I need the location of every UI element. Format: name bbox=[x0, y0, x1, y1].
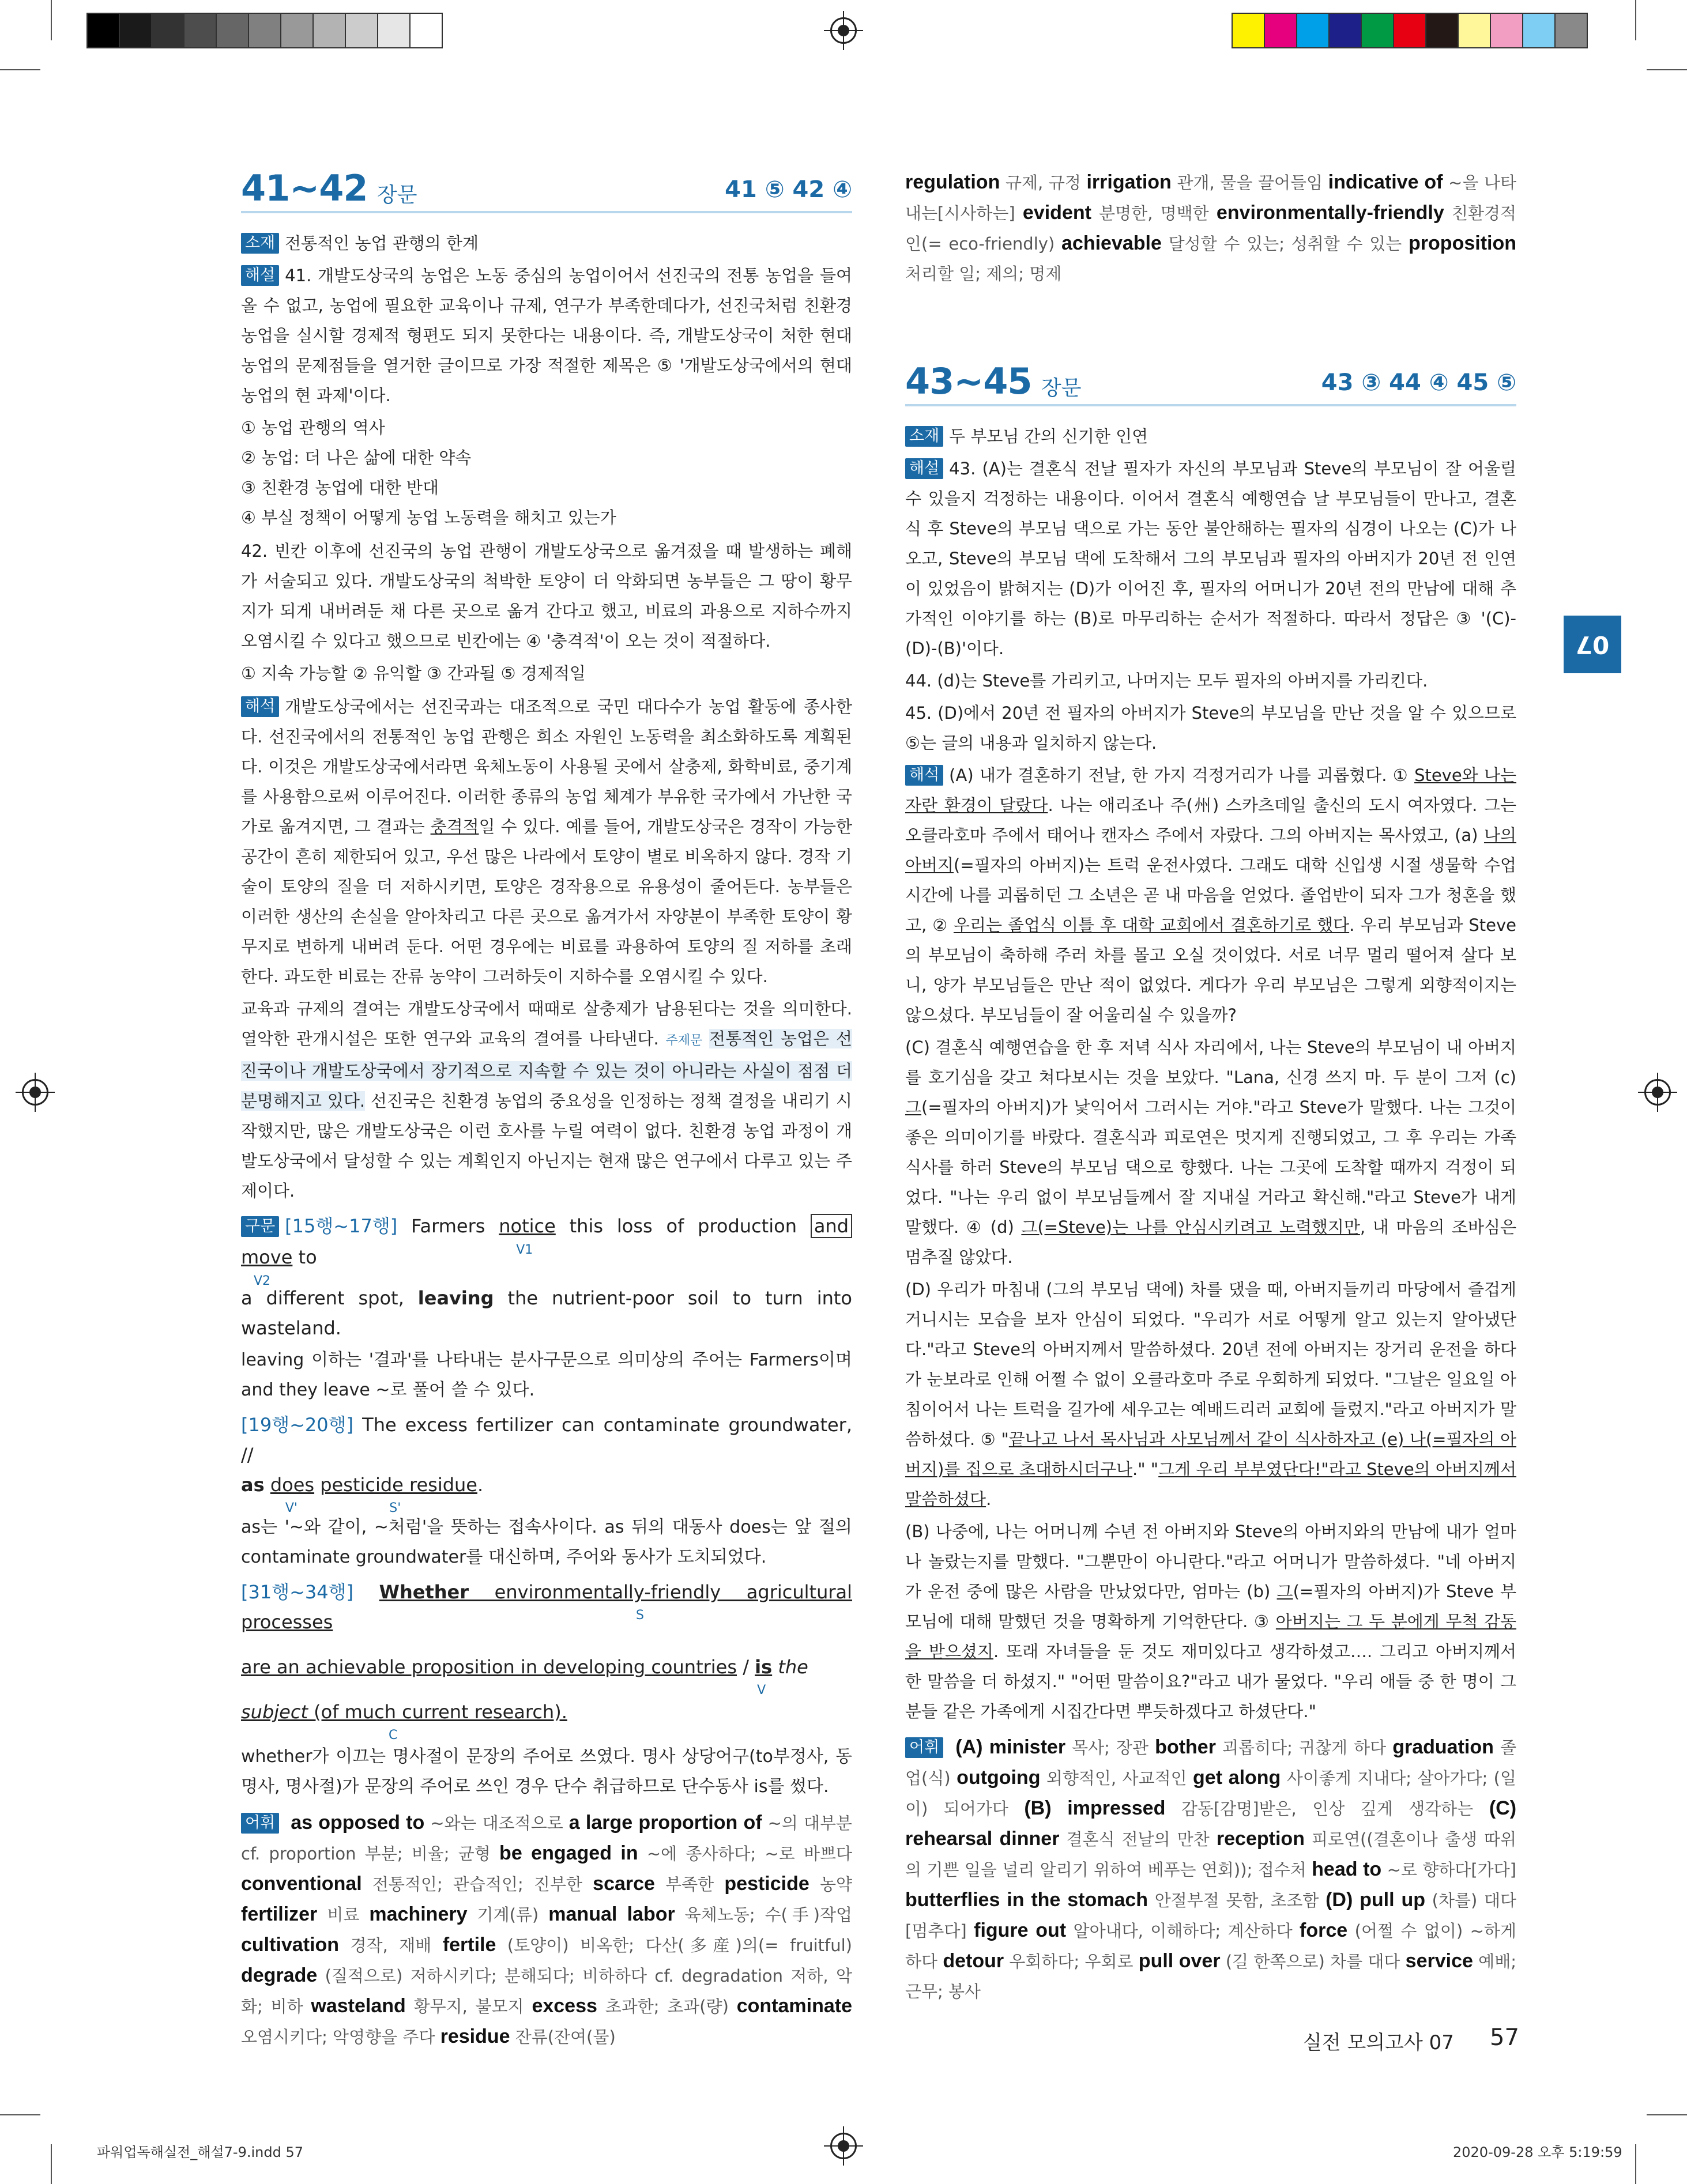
grammar-text: environmentally-friendly agricultural processes bbox=[241, 1581, 853, 1633]
underlined-text: 우리는 졸업식 이틀 후 대학 교회에서 결혼하기로 했다 bbox=[953, 915, 1350, 935]
footer-title: 실전 모의고사 07 bbox=[1303, 2031, 1454, 2054]
vocab-word: residue bbox=[440, 2025, 510, 2047]
vocab-word: scarce bbox=[593, 1873, 655, 1895]
vocab-meaning: (토양이) 비옥한; 다산(多産)의(= fruitful) bbox=[496, 1936, 852, 1955]
gray-swatch bbox=[151, 13, 184, 48]
vocab-meaning: 우회하다; 우회로 bbox=[1004, 1952, 1139, 1971]
vocab-meaning: 관개, 물을 끌어들임 bbox=[1171, 173, 1328, 193]
vocab-word: a large proportion of bbox=[568, 1812, 762, 1834]
process-color-bar bbox=[1232, 13, 1587, 48]
vocab-meaning: 친환경적인(= eco-friendly) bbox=[905, 203, 1517, 254]
vocab-block-continued bbox=[905, 167, 1516, 289]
vocab-word: graduation bbox=[1392, 1736, 1494, 1758]
color-swatch bbox=[1264, 13, 1297, 48]
vocab-word: be engaged in bbox=[499, 1842, 638, 1864]
topic-sentence-highlight: 전통적인 농업은 선진국이나 개발도상국에서 장기적으로 지속할 수 있는 것이 아니라는 사실이 점점 더 분명해지고 있다. bbox=[241, 1029, 852, 1111]
vocab-word: wasteland bbox=[311, 1995, 406, 2017]
right-column bbox=[905, 167, 1516, 2023]
grammar-word: notice bbox=[499, 1215, 556, 1237]
aux-verb bbox=[270, 1474, 315, 1515]
vocab-meaning: ~의 대부분 cf. proportion 부분; 비율; 균형 bbox=[241, 1813, 853, 1864]
translation-text: 교육과 규제의 결여는 개발도상국에서 때때로 살충제가 남용된다는 것을 의미한다. 열악한 관개시설은 또한 연구와 교육의 결여를 나타낸다. bbox=[241, 999, 852, 1048]
topic-text: 두 부모님 간의 신기한 인연 bbox=[949, 427, 1148, 446]
crop-mark bbox=[0, 2114, 40, 2115]
topic-text: 전통적인 농업 관행의 한계 bbox=[285, 233, 479, 253]
vocab-meaning: ~을 나타내는[시사하는] bbox=[905, 173, 1516, 223]
section-number: 41~42 bbox=[241, 167, 368, 209]
translation-text: , 내 마음의 조바심은 멈추질 않았다. bbox=[905, 1217, 1516, 1267]
registration-mark-right-icon bbox=[1644, 1079, 1671, 1106]
grammar-2-note: as는 '~와 같이, ~처럼'을 뜻하는 접속사이다. as 뒤의 대동사 does는 앞 절의 contaminate groundwater를 대신하며, 주어와 동사가 도치되었다. bbox=[241, 1517, 852, 1567]
vocab-word: cultivation bbox=[241, 1934, 340, 1956]
explanation-44: 44. (d)는 Steve를 가리키고, 나머지는 모두 필자의 아버지를 가리킨다. bbox=[905, 671, 1428, 691]
gray-swatch bbox=[312, 13, 346, 48]
vocab-word: detour bbox=[943, 1950, 1004, 1972]
page-number: 57 bbox=[1490, 2024, 1519, 2051]
translation-C bbox=[905, 1032, 1516, 1272]
label-c: C bbox=[389, 1728, 398, 1742]
vocab-meaning: 부족한 bbox=[654, 1874, 725, 1894]
gray-swatch bbox=[377, 13, 411, 48]
underlined-text: Steve와 나는 자란 환경이 달랐다 bbox=[905, 765, 1516, 815]
vocab-word: force bbox=[1300, 1919, 1348, 1941]
translation-A bbox=[905, 760, 1516, 1030]
explanation-41-text: 41. 개발도상국의 농업은 노동 중심의 농업이어서 선진국의 전통 농업을 들여올 수 없고, 농업에 필요한 교육이나 규제, 연구가 부족한데다가, 선진국처럼 친환경 농업을 실시할 경제적 형편도 되지 못한다는 내용이다. 즉, 개발도상국이 처한 현대 농업의 문제점들을 열거한 글이므로 가장 적절한 제목은 ⑤ '개발도상국에서의 현대 농업의 현 과제'이다. bbox=[241, 266, 852, 405]
vocab-meaning: (어쩔 수 없이) ~하게 하다 bbox=[905, 1921, 1516, 1971]
translation-text: . 우리 부모님과 Steve의 부모님이 축하해 주러 차를 몰고 오실 것이었다. 서로 너무 멀리 떨어져 살다 보니, 양가 부모님들은 만난 적이 없었다. 게다가 우리 부모님은 그렇게 외향적이지는 않으셨다. 부모님들이 잘 어울리실 수 있을까? bbox=[905, 915, 1516, 1025]
translation-B bbox=[905, 1517, 1516, 1726]
vocab-word: irrigation bbox=[1086, 171, 1172, 193]
conjunction-box: and bbox=[811, 1214, 852, 1238]
vocab-meaning: (질적으로) 저하시키다; 분해되다; 비하하다 cf. degradation 저하, 악화; 비하 bbox=[241, 1966, 852, 2016]
vocab-meaning: 괴롭히다; 귀찮게 하다 bbox=[1215, 1738, 1393, 1757]
underlined-text: 아버지는 그 두 분에게 무척 감동을 받으셨지 bbox=[905, 1612, 1516, 1661]
vocab-meaning: 예배; 근무; 봉사 bbox=[905, 1952, 1516, 2001]
translation-text: (=필자의 아버지)는 트럭 운전사였다. 그래도 대학 신입생 시절 생물학 수업 시간에 나를 괴롭히던 그 소년은 곧 내 마음을 얻었다. 졸업반이 되자 그가 청혼을 했고, ② bbox=[905, 855, 1516, 935]
vocab-meaning: 전통적인; 관습적인; 진부한 bbox=[362, 1874, 593, 1894]
vocab-word: figure out bbox=[974, 1919, 1067, 1941]
translation-text: . bbox=[986, 1489, 992, 1509]
topic-line bbox=[241, 228, 852, 258]
vocab-word: proposition bbox=[1409, 232, 1516, 254]
vocab-word: indicative of bbox=[1328, 171, 1443, 193]
color-swatch bbox=[1490, 13, 1523, 48]
vocab-meaning: 규제, 규정 bbox=[1000, 173, 1087, 193]
translation-text: . 나는 애리조나 주(州) 스카츠데일 출신의 도시 여자였다. 그는 오클라호마 주에서 태어나 캔자스 주에서 자랐다. 그의 아버지는 목사였고, (a) bbox=[905, 795, 1516, 845]
vocab-word: machinery bbox=[369, 1903, 468, 1925]
crop-mark bbox=[1647, 69, 1687, 70]
line-ref: [19행~20행] bbox=[241, 1414, 354, 1436]
registration-mark-left-icon bbox=[22, 1079, 48, 1106]
label-v1: V1 bbox=[516, 1243, 533, 1257]
explanation-tag: 해설 bbox=[905, 458, 943, 479]
vocab-word: as opposed to bbox=[291, 1812, 425, 1834]
color-swatch bbox=[1361, 13, 1394, 48]
topic-line bbox=[905, 421, 1516, 451]
vocab-word: regulation bbox=[905, 171, 1000, 193]
grammar-word: Whether bbox=[379, 1581, 469, 1603]
vocab-meaning: 초과한; 초과(량) bbox=[597, 1997, 737, 2016]
vocab-word: reception bbox=[1216, 1828, 1305, 1850]
grammar-2 bbox=[241, 1410, 852, 1470]
crop-mark bbox=[51, 2144, 52, 2184]
vocab-meaning: 목사; 장관 bbox=[1065, 1738, 1155, 1757]
vocab-word: (A) minister bbox=[955, 1736, 1066, 1758]
label-s-prime: S' bbox=[389, 1501, 401, 1515]
vocab-tag: 어휘 bbox=[905, 1737, 943, 1758]
vocab-block bbox=[241, 1808, 852, 2052]
section-header-41-42 bbox=[241, 167, 852, 213]
blank-answer: 충격적 bbox=[430, 817, 479, 836]
underlined-text: 끝나고 나서 목사님과 사모님께서 같이 식사하자고 (e) 나(=필자의 아버지)를 집으로 초대하시더구나 bbox=[905, 1429, 1516, 1479]
vocab-word: (D) pull up bbox=[1326, 1889, 1426, 1911]
gray-swatch bbox=[216, 13, 249, 48]
section-header-43-45 bbox=[905, 360, 1516, 406]
grammar-text: to bbox=[292, 1246, 317, 1268]
grammar-word: does bbox=[270, 1474, 315, 1496]
grammar-text: the nutrient-poor soil to turn into wasteland. bbox=[241, 1287, 852, 1339]
color-swatch bbox=[1522, 13, 1556, 48]
vocab-meaning: 피로연((결혼이나 출생 따위의 기쁜 일을 널리 알리기 위하여 베푸는 연회)); 접수처 bbox=[905, 1830, 1516, 1880]
explanation-43 bbox=[905, 454, 1516, 663]
file-slug: 파워업독해실전_해설7-9.indd 57 bbox=[97, 2144, 303, 2160]
grammar-word: move bbox=[241, 1246, 293, 1268]
grammar-1-line2 bbox=[241, 1283, 852, 1343]
vocab-meaning: 농약 bbox=[809, 1874, 853, 1894]
vocab-word: excess bbox=[532, 1995, 597, 2017]
label-v-prime: V' bbox=[285, 1501, 298, 1515]
answer-key: 43 ③ 44 ④ 45 ⑤ bbox=[1321, 369, 1516, 396]
underlined-text: 그게 우리 부부였단다!"라고 Steve의 아버지께서 말씀하셨다 bbox=[905, 1459, 1516, 1509]
answer-key: 41 ⑤ 42 ④ bbox=[725, 176, 852, 203]
vocab-word: fertile bbox=[442, 1934, 496, 1956]
color-swatch bbox=[1296, 13, 1330, 48]
grammar-word: as bbox=[241, 1474, 265, 1496]
translation-D bbox=[905, 1274, 1516, 1514]
vocab-block bbox=[905, 1732, 1516, 2006]
grammar-text: Farmers bbox=[411, 1215, 499, 1237]
complement-phrase bbox=[241, 1701, 567, 1742]
color-swatch bbox=[1393, 13, 1426, 48]
grammar-text: / bbox=[737, 1656, 755, 1678]
explanation-42: 42. 빈칸 이후에 선진국의 농업 관행이 개발도상국으로 옮겨졌을 때 발생하는 폐해가 서술되고 있다. 개발도상국의 척박한 토양이 더 악화되면 농부들은 그 땅이 황무지가 되게 내버려둔 채 다른 곳으로 옮겨 간다고 했고, 비료의 과용으로 지하수까지 오염시킬 수 있다고 했으므로 빈칸에는 ④ '충격적'이 오는 것이 적절하다. bbox=[241, 541, 852, 651]
vocab-meaning: 외향적인, 사교적인 bbox=[1040, 1768, 1193, 1788]
vocab-meaning: 처리할 일; 제의; 명제 bbox=[905, 264, 1062, 284]
color-swatch bbox=[1554, 13, 1588, 48]
gray-swatch bbox=[248, 13, 281, 48]
vocab-word: achievable bbox=[1061, 232, 1162, 254]
grammar-word: subject bbox=[241, 1701, 308, 1723]
vocab-word: manual labor bbox=[548, 1903, 675, 1925]
section-number: 43~45 bbox=[905, 360, 1032, 402]
gray-swatch bbox=[345, 13, 378, 48]
vocab-meaning: 안절부절 못함, 초조함 bbox=[1148, 1891, 1326, 1910]
underlined-text: 그 bbox=[1276, 1582, 1293, 1601]
vocab-word: pull over bbox=[1138, 1950, 1221, 1972]
grammar-word: is bbox=[755, 1656, 773, 1678]
topic-tag: 소재 bbox=[241, 233, 279, 254]
grammar-1-note: leaving 이하는 '결과'를 나타내는 분사구문으로 의미상의 주어는 Farmers이며 and they leave ~로 풀어 쓸 수 있다. bbox=[241, 1350, 852, 1400]
vocab-word: fertilizer bbox=[241, 1903, 318, 1925]
vocab-meaning: (차를) 대다[멈추다] bbox=[905, 1891, 1517, 1941]
crop-mark bbox=[0, 69, 40, 70]
vocab-meaning: 기계(류) bbox=[467, 1905, 549, 1925]
grammar-word: pesticide residue bbox=[320, 1474, 477, 1496]
vocab-meaning: 달성할 수 있는; 성취할 수 있는 bbox=[1161, 234, 1409, 254]
option-item: ② 농업: 더 나은 삶에 대한 약속 bbox=[241, 448, 472, 467]
color-swatch bbox=[1328, 13, 1362, 48]
registration-mark-top-icon bbox=[830, 17, 857, 44]
vocab-meaning: 잔류(잔여(물) bbox=[510, 2027, 616, 2047]
vocab-word: pesticide bbox=[724, 1873, 809, 1895]
vocab-word: degrade bbox=[241, 1964, 318, 1986]
vocab-meaning: 알아내다, 이해하다; 계산하다 bbox=[1066, 1921, 1300, 1941]
translation-paragraph-1 bbox=[241, 692, 852, 991]
explanation-43-text: 43. (A)는 결혼식 전날 필자가 자신의 부모님과 Steve의 부모님이 잘 어울릴 수 있을지 걱정하는 내용이다. 이어서 결혼식 예행연습 날 부모님들이 만나고, 결혼식 후 Steve의 부모님 댁으로 가는 동안 불안해하는 필자의 심경이 나오는 (C)가 나오고, Steve의 부모님 댁에 도착해서 그의 부모님과 필자의 아버지가 20년 전 인연이 있었음이 밝혀지는 (D)가 이어진 후, 필자의 어머니가 20년 전의 만남에 대해 추가적인 이야기를 하는 (B)로 마무리하는 순서가 적절하다. 따라서 정답은 ③ '(C)-(D)-(B)'이다. bbox=[905, 459, 1516, 658]
vocab-meaning: 감동[감명]받은, 인상 깊게 생각하는 bbox=[1165, 1799, 1489, 1819]
vocab-word: (B) impressed bbox=[1024, 1797, 1166, 1819]
grammar-3-line2 bbox=[241, 1652, 852, 1698]
vocab-word: environmentally-friendly bbox=[1216, 202, 1444, 224]
explanation-45: 45. (D)에서 20년 전 필자의 아버지가 Steve의 부모님을 만난 것을 알 수 있으므로 ⑤는 글의 내용과 일치하지 않는다. bbox=[905, 703, 1516, 753]
vocab-meaning: 졸업(식) bbox=[905, 1738, 1516, 1788]
vocab-word: service bbox=[1405, 1950, 1473, 1972]
vocab-word: outgoing bbox=[957, 1767, 1041, 1789]
crop-mark bbox=[1635, 2144, 1636, 2184]
crop-mark bbox=[1635, 0, 1636, 40]
vocab-meaning: 육체노동; 수(手)작업 bbox=[675, 1905, 853, 1925]
chapter-tab: 07 bbox=[1564, 616, 1621, 673]
grammar-3-note: whether가 이끄는 명사절이 문장의 주어로 쓰였다. 명사 상당어구(to부정사, 동명사, 명사절)가 문장의 주어로 쓰인 경우 단수 취급하므로 단수동사 is를 썼다. bbox=[241, 1747, 852, 1797]
underlined-text: 그(=Steve)는 나를 안심시키려고 노력했지만 bbox=[1021, 1217, 1360, 1237]
translation-tag: 해석 bbox=[241, 696, 279, 717]
translation-text: (A) 내가 결혼하기 전날, 한 가지 걱정거리가 나를 괴롭혔다. ① bbox=[949, 765, 1415, 785]
translation-text: (D) 우리가 마침내 (그의 부모님 댁에) 차를 댔을 때, 아버지들끼리 마당에서 즐겁게 거니시는 모습을 보자 안심이 되었다. "우리가 서로 어떻게 알고 있는지 알아냈단다."라고 Steve의 아버지께서 말씀하셨다. 20년 전에 아버지는 장거리 운전을 하다가 눈보라로 인해 어쩔 수 없이 오클라호마 주로 우회하게 되었다. "그날은 일요일 아침이어서 나는 트럭을 길가에 세우고는 예배드리러 교회에 들렀지."라고 아버지가 말씀하셨다. ⑤ " bbox=[905, 1280, 1516, 1449]
translation-text: 선진국은 친환경 농업의 중요성을 인정하는 정책 결정을 내리기 시작했지만, 많은 개발도상국은 이런 호사를 누릴 여력이 없다. 친환경 농업 과정이 개발도상국에서 달성할 수 있는 계획인지 아닌지는 현재 많은 연구에서 다루고 있는 주제이다. bbox=[241, 1091, 852, 1201]
grammar-1 bbox=[241, 1210, 852, 1288]
vocab-meaning: ~와는 대조적으로 bbox=[424, 1813, 569, 1833]
grammar-word: leaving bbox=[417, 1287, 494, 1309]
vocab-meaning: 결혼식 전날의 만찬 bbox=[1059, 1830, 1217, 1849]
section-type: 장문 bbox=[1041, 376, 1082, 400]
gray-swatch bbox=[183, 13, 217, 48]
crop-mark bbox=[1647, 2114, 1687, 2115]
underlined-text: 그 bbox=[905, 1097, 922, 1117]
gray-swatch bbox=[280, 13, 314, 48]
print-timestamp: 2020-09-28 오후 5:19:59 bbox=[1453, 2144, 1622, 2160]
grammar-tag: 구문 bbox=[241, 1216, 279, 1237]
label-v: V bbox=[757, 1683, 766, 1698]
options-42: ① 지속 가능할 ② 유익할 ③ 간과될 ⑤ 경제적일 bbox=[241, 663, 586, 683]
vocab-word: conventional bbox=[241, 1873, 362, 1895]
vocab-meaning: 사이좋게 지내다; 살아가다; (일이) 되어가다 bbox=[905, 1768, 1517, 1819]
vocab-word: butterflies in the stomach bbox=[905, 1889, 1148, 1911]
vocab-meaning: ~로 향하다[가다] bbox=[1381, 1860, 1516, 1880]
translation-text: (C) 결혼식 예행연습을 한 후 저녁 식사 자리에서, 나는 Steve의 부모님이 내 아버지를 호기심을 갖고 쳐다보시는 것을 보았다. "Lana, 신경 쓰지 마. 두 분이 그저 (c) bbox=[905, 1038, 1516, 1087]
translation-text: 개발도상국에서는 선진국과는 대조적으로 국민 대다수가 농업 활동에 종사한다. 선진국에서의 전통적인 농업 관행은 희소 자원인 노동력을 최소화하도록 계획된다. 이것은 개발도상국에서라면 육체노동이 사용될 곳에서 살충제, 화학비료, 중기계를 사용함으로써 이루어진다. 이러한 종류의 농업 체계가 부유한 국가에서 가난한 국가로 옮겨지면, 그 결과는 bbox=[241, 697, 852, 836]
vocab-meaning: 오염시키다; 악영향을 주다 bbox=[241, 2027, 440, 2047]
translation-text: (=필자의 아버지)가 낯익어서 그러시는 거야."라고 Steve가 말했다. 나는 그것이 좋은 의미이기를 바랐다. 결혼식과 피로연은 멋지게 진행되었고, 그 후 우리는 가족 식사를 하러 Steve의 부모님 댁으로 향했다. 나는 그곳에 도착할 때까지 걱정이 되었다. "나는 우리 없이 부모님들께서 잘 지내실 거라고 확신해."라고 Steve가 내게 말했다. ④ (d) bbox=[905, 1097, 1516, 1237]
translation-text: 일 수 있다. 예를 들어, 개발도상국은 경작이 가능한 공간이 흔히 제한되어 있고, 우선 많은 나라에서 토양이 별로 비옥하지 않다. 경작 기술이 토양의 질을 더 저하시키면, 토양은 경작용으로 유용성이 줄어든다. 농부들은 이러한 생산의 손실을 알아차리고 다른 곳으로 옮겨가서 자양분이 부족한 토양이 황무지로 변하게 내버려 둔다. 어떤 경우에는 비료를 과용하여 토양의 질 저하를 초래한다. 과도한 비료는 잔류 농약이 그러하듯이 지하수를 오염시킬 수 있다. bbox=[241, 817, 853, 986]
verb-2 bbox=[241, 1246, 293, 1288]
vocab-word: get along bbox=[1193, 1767, 1281, 1789]
line-ref: [15행~17행] bbox=[285, 1215, 398, 1237]
registration-mark-bottom-icon bbox=[830, 2133, 857, 2159]
translation-tag: 해석 bbox=[905, 765, 943, 786]
translation-text: . 또래 자녀들을 둔 것도 재미있다고 생각하셨고…. 그리고 아버지께서 한 말씀을 더 하셨지." "어떤 말씀이요?"라고 내가 물었다. "우리 애들 중 한 명이 그분들 같은 가족에게 시집간다면 뿌듯하겠다고 하셨단다." bbox=[905, 1642, 1517, 1721]
grammar-text: a different spot, bbox=[241, 1287, 418, 1309]
gray-swatch bbox=[86, 13, 120, 48]
vocab-word: evident bbox=[1022, 202, 1091, 224]
crop-mark bbox=[51, 0, 52, 40]
underlined-text: 나의 아버지 bbox=[905, 825, 1516, 875]
translation-text: (=필자의 아버지)가 Steve 부모님에 대해 말했던 것을 명확하게 기억한단다. ③ bbox=[905, 1582, 1516, 1631]
vocab-word: head to bbox=[1312, 1858, 1382, 1880]
color-swatch bbox=[1232, 13, 1265, 48]
translation-text: ." " bbox=[1132, 1459, 1159, 1479]
grammar-3 bbox=[241, 1577, 852, 1637]
vocab-tag: 어휘 bbox=[241, 1813, 279, 1834]
gray-swatch bbox=[119, 13, 152, 48]
grammar-word: the bbox=[772, 1656, 808, 1678]
label-s: S bbox=[636, 1608, 644, 1623]
color-swatch bbox=[1425, 13, 1459, 48]
vocab-word: bother bbox=[1155, 1736, 1216, 1758]
grammar-text: are an achievable proposition in developing countries bbox=[241, 1656, 737, 1678]
verb-1 bbox=[499, 1215, 556, 1257]
grammar-2-line2: as does V' pesticide residue S' . bbox=[241, 1470, 852, 1500]
vocab-word: contaminate bbox=[736, 1995, 853, 2017]
translation-text: (B) 나중에, 나는 어머니께 수년 전 아버지와 Steve의 아버지와의 만남에 내가 얼마나 놀랐는지를 말했다. "그뿐만이 아니란다."라고 어머니가 말씀하셨다. "네 아버지가 운전 중에 많은 사람을 만났었다만, 엄마는 (b) bbox=[905, 1522, 1516, 1601]
color-swatch bbox=[1458, 13, 1491, 48]
vocab-meaning: ~에 종사하다; ~로 바쁘다 bbox=[638, 1844, 853, 1864]
section-type: 장문 bbox=[377, 183, 417, 207]
explanation-41 bbox=[241, 261, 852, 410]
left-column bbox=[241, 167, 852, 2069]
grammar-text: (of much current research). bbox=[307, 1701, 567, 1723]
line-ref: [31행~34행] bbox=[241, 1581, 354, 1603]
label-v2: V2 bbox=[254, 1274, 271, 1288]
explanation-tag: 해설 bbox=[241, 265, 279, 286]
vocab-meaning: 황무지, 불모지 bbox=[405, 1997, 532, 2016]
topic-sentence-label: 주제문 bbox=[665, 1033, 703, 1048]
vocab-word: (C) rehearsal dinner bbox=[905, 1797, 1517, 1850]
option-item: ① 농업 관행의 역사 bbox=[241, 418, 385, 437]
vocab-meaning: 분명한, 명백한 bbox=[1091, 203, 1217, 223]
grammar-text: The excess fertilizer can contaminate groundwater, // bbox=[241, 1414, 853, 1466]
vocab-meaning: 경작, 재배 bbox=[339, 1936, 443, 1955]
translation-paragraph-2 bbox=[241, 994, 852, 1206]
topic-tag: 소재 bbox=[905, 426, 943, 447]
option-item: ③ 친환경 농업에 대한 반대 bbox=[241, 478, 439, 497]
grammar-text: this loss of production bbox=[555, 1215, 811, 1237]
main-verb bbox=[755, 1656, 773, 1698]
grayscale-color-bar bbox=[86, 13, 442, 48]
vocab-meaning: (길 한쪽으로) 차를 대다 bbox=[1220, 1952, 1406, 1971]
gray-swatch bbox=[409, 13, 443, 48]
vocab-meaning: 비료 bbox=[317, 1905, 370, 1925]
option-item: ④ 부실 정책이 어떻게 농업 노동력을 해치고 있는가 bbox=[241, 508, 616, 527]
